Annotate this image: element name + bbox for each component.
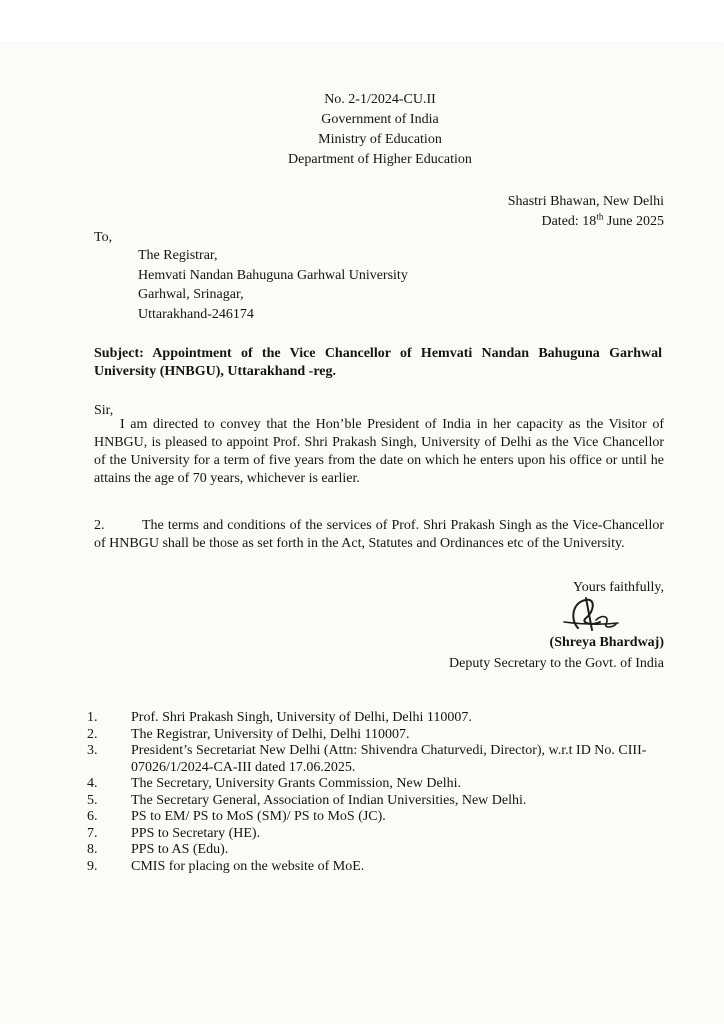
list-item-text: PPS to AS (Edu). [131, 842, 229, 857]
paragraph-2-text: The terms and conditions of the services of Prof. Shri Prakash Singh as the Vice-Chancellor of HNBGU shall be those as set forth in the Act, Statutes and Ordinances etc of the University. [94, 518, 664, 551]
list-item-number: 5. [87, 792, 98, 808]
addressee-line-3: Garhwal, Srinagar, [138, 287, 244, 302]
list-item [87, 809, 687, 826]
ministry-heading: Ministry of Education [318, 132, 442, 147]
list-item [87, 842, 687, 859]
to-label: To, [94, 230, 113, 245]
reference-number: No. 2-1/2024-CU.II [324, 92, 436, 107]
addressee-line-4: Uttarakhand-246174 [138, 307, 254, 322]
list-item-number: 1. [87, 710, 98, 725]
list-item-number: 3. [87, 743, 98, 758]
list-item [87, 710, 687, 727]
list-item-text: The Secretary, University Grants Commission, New Delhi. [131, 776, 461, 791]
date-prefix: Dated: 18 [541, 214, 597, 229]
list-item-text: The Secretary General, Association of Indian Universities, New Delhi. [131, 792, 527, 808]
list-item-number: 9. [87, 858, 98, 874]
signatory-name: (Shreya Bhardwaj) [549, 635, 664, 650]
date-ordinal: th [596, 211, 604, 222]
closing: Yours faithfully, [572, 580, 664, 595]
list-item [87, 727, 687, 744]
list-item-text: PPS to Secretary (HE). [131, 825, 261, 841]
list-item-number: 4. [87, 776, 98, 791]
list-item-number: 6. [87, 809, 98, 824]
date-suffix: June 2025 [603, 214, 664, 229]
government-heading: Government of India [321, 112, 439, 127]
paragraph-2-number: 2. [94, 518, 105, 533]
list-item-text: PS to EM/ PS to MoS (SM)/ PS to MoS (JC). [131, 809, 386, 824]
list-item [87, 859, 687, 876]
body-paragraph-2 [94, 517, 664, 553]
paragraph-1-text: I am directed to convey that the Hon’ble President of India in her capacity as the Visitor of HNBGU, is pleased to appoint Prof. Shri Prakash Singh, University of Delhi as the Vice Chancellor of the University for a term of five years from the date on which he enters upon his office or until he attains the age of 70 years, whichever is earlier. [94, 417, 664, 486]
subject-line: Subject: Appointment of the Vice Chancellor of Hemvati Nandan Bahuguna Garhwal University (HNBGU), Uttarakhand -reg. [94, 346, 662, 379]
list-item-number: 2. [87, 726, 98, 742]
salutation: Sir, [94, 403, 114, 418]
list-item [87, 826, 687, 843]
body-paragraph-1 [94, 416, 664, 488]
list-item [87, 743, 687, 776]
list-item-text: Prof. Shri Prakash Singh, University of Delhi, Delhi 110007. [131, 710, 472, 725]
date-line [541, 213, 664, 231]
signatory-designation: Deputy Secretary to the Govt. of India [449, 656, 664, 671]
department-heading: Department of Higher Education [288, 152, 472, 167]
list-item [87, 793, 687, 810]
copy-to-list [87, 710, 687, 875]
addressee-line-1: The Registrar, [138, 248, 218, 263]
list-item-text: President’s Secretariat New Delhi (Attn: Shivendra Chaturvedi, Director), w.r.t ID No. CIII-07026/1/2024-CA-III dated 17.06.2025. [131, 743, 647, 775]
top-margin [0, 0, 724, 44]
list-item [87, 776, 687, 793]
list-item-number: 7. [87, 825, 98, 841]
list-item-text: CMIS for placing on the website of MoE. [131, 858, 365, 874]
place-line: Shastri Bhawan, New Delhi [507, 194, 664, 209]
list-item-number: 8. [87, 842, 98, 857]
addressee-line-2: Hemvati Nandan Bahuguna Garhwal University [138, 268, 408, 283]
list-item-text: The Registrar, University of Delhi, Delhi 110007. [131, 726, 410, 742]
